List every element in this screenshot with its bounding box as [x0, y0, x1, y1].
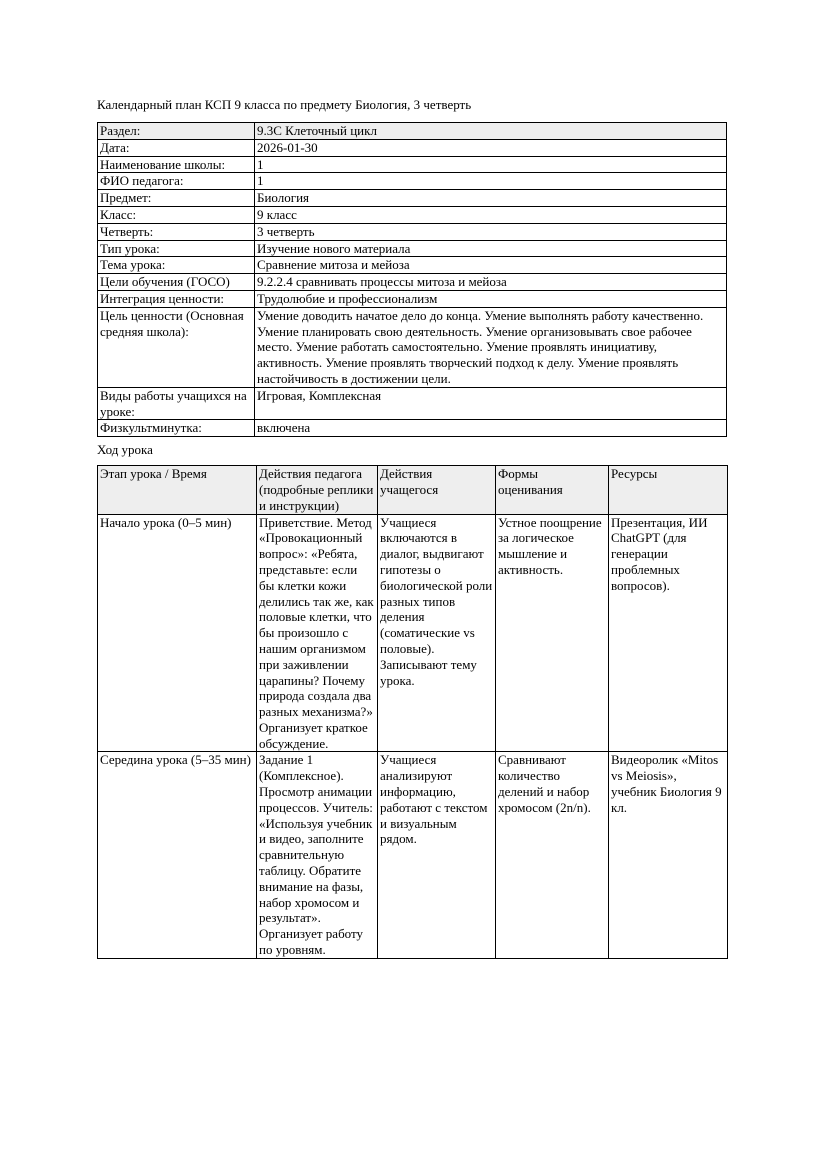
info-label: Четверть: — [98, 223, 255, 240]
lesson-stage-cell: Начало урока (0–5 мин) — [98, 514, 257, 752]
info-value: Биология — [255, 190, 727, 207]
info-value: Игровая, Комплексная — [255, 387, 727, 420]
info-label: Наименование школы: — [98, 156, 255, 173]
info-value: 2026-01-30 — [255, 139, 727, 156]
info-value: 3 четверть — [255, 223, 727, 240]
lesson-stage-cell: Середина урока (5–35 мин) — [98, 752, 257, 958]
lesson-header-row — [98, 466, 728, 514]
info-value: Сравнение митоза и мейоза — [255, 257, 727, 274]
info-value: Изучение нового материала — [255, 240, 727, 257]
info-value: 9.2.2.4 сравнивать процессы митоза и мейоза — [255, 274, 727, 291]
info-value: Умение доводить начатое дело до конца. Умение выполнять работу качественно. Умение планировать свою деятельность. Умение организовывать свое рабочее место. Умение работать самостоятельно. Умение проявлять инициативу, активность. Умение проявлять творческий подход к делу. Умение проявлять настойчивость в достижении цели. — [255, 307, 727, 387]
col-header-teacher-actions: Действия педагога (подробные реплики и инструкции) — [257, 466, 378, 514]
lesson-resources-cell: Презентация, ИИ ChatGPT (для генерации проблемных вопросов). — [609, 514, 728, 752]
lesson-teacher-cell: Задание 1 (Комплексное). Просмотр анимации процессов. Учитель: «Используя учебник и видео, заполните сравнительную таблицу. Обратите внимание на фазы, набор хромосом и результат». Организует работу по уровням. — [257, 752, 378, 958]
col-header-student-actions: Действия учащегося — [378, 466, 496, 514]
info-value: включена — [255, 420, 727, 437]
lesson-teacher-cell: Приветствие. Метод «Провокационный вопрос»: «Ребята, представьте: если бы клетки кожи делились так же, как половые клетки, что бы произошло с нашим организмом при заживлении царапины? Почему природа создала два разных механизма?» Организует краткое обсуждение. — [257, 514, 378, 752]
lesson-row-start — [98, 514, 728, 752]
info-label: Предмет: — [98, 190, 255, 207]
col-header-resources: Ресурсы — [609, 466, 728, 514]
info-row-lesson-type — [98, 240, 727, 257]
lesson-info-table — [97, 122, 727, 437]
lesson-flow-table — [97, 465, 728, 959]
info-value: 9 класс — [255, 206, 727, 223]
info-value: 1 — [255, 156, 727, 173]
info-row-date — [98, 139, 727, 156]
info-row-quarter — [98, 223, 727, 240]
lesson-assessment-cell: Сравнивают количество делений и набор хромосом (2n/n). — [496, 752, 609, 958]
info-row-grade — [98, 206, 727, 223]
info-row-learning-goals — [98, 274, 727, 291]
info-label: Раздел: — [98, 123, 255, 140]
info-label: Цель ценности (Основная средняя школа): — [98, 307, 255, 387]
info-row-lesson-topic — [98, 257, 727, 274]
lesson-flow-heading: Ход урока — [97, 442, 153, 458]
document-title: Календарный план КСП 9 класса по предмету Биология, 3 четверть — [97, 97, 472, 112]
col-header-stage: Этап урока / Время — [98, 466, 257, 514]
lesson-resources-cell: Видеоролик «Mitos vs Meiosis», учебник Биология 9 кл. — [609, 752, 728, 958]
lesson-row-middle — [98, 752, 728, 958]
info-label: Цели обучения (ГОСО) — [98, 274, 255, 291]
info-value: 9.3C Клеточный цикл — [255, 123, 727, 140]
lesson-student-cell: Учащиеся анализируют информацию, работают с текстом и визуальным рядом. — [378, 752, 496, 958]
info-row-phys-minute — [98, 420, 727, 437]
info-row-school — [98, 156, 727, 173]
info-value: Трудолюбие и профессионализм — [255, 290, 727, 307]
info-row-values-integration — [98, 290, 727, 307]
info-row-section — [98, 123, 727, 140]
info-row-work-types — [98, 387, 727, 420]
info-label: Дата: — [98, 139, 255, 156]
info-row-values-goal — [98, 307, 727, 387]
info-label: Интеграция ценности: — [98, 290, 255, 307]
info-label: Класс: — [98, 206, 255, 223]
col-header-assessment: Формы оценивания — [496, 466, 609, 514]
info-label: Тема урока: — [98, 257, 255, 274]
lesson-student-cell: Учащиеся включаются в диалог, выдвигают гипотезы о биологической роли разных типов деления (соматические vs половые). Записывают тему урока. — [378, 514, 496, 752]
document-page — [97, 97, 727, 959]
info-label: Виды работы учащихся на уроке: — [98, 387, 255, 420]
info-row-subject — [98, 190, 727, 207]
info-label: ФИО педагога: — [98, 173, 255, 190]
info-value: 1 — [255, 173, 727, 190]
info-label: Тип урока: — [98, 240, 255, 257]
info-row-teacher-name — [98, 173, 727, 190]
lesson-assessment-cell: Устное поощрение за логическое мышление и активность. — [496, 514, 609, 752]
info-label: Физкультминутка: — [98, 420, 255, 437]
